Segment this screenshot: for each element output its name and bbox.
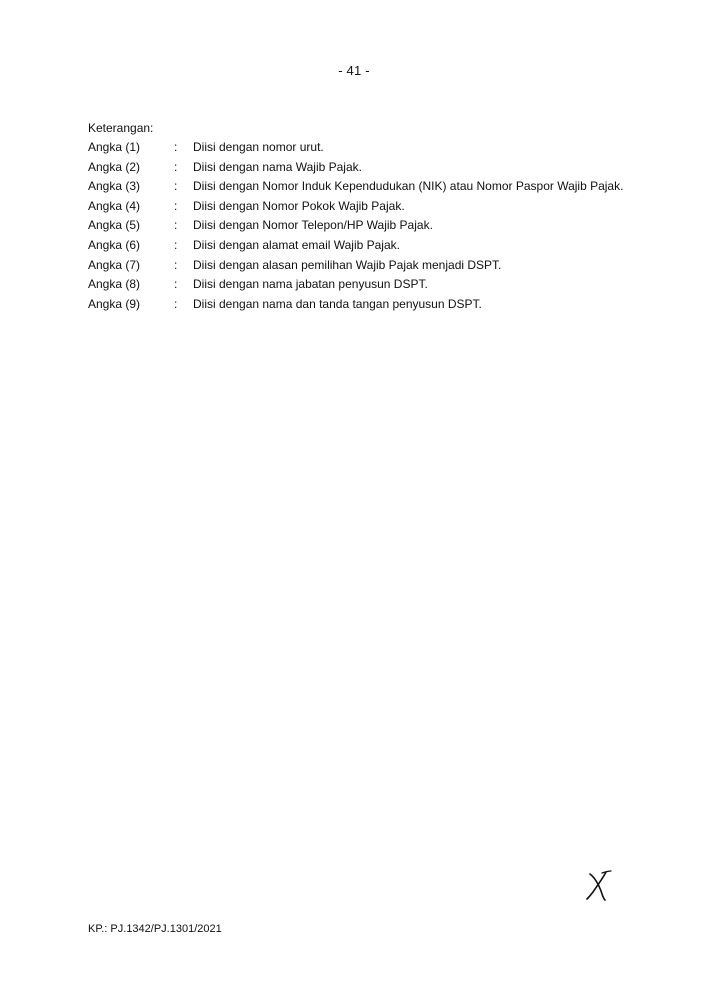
legend-text: Diisi dengan nama dan tanda tangan penyusun DSPT. (193, 296, 482, 311)
legend-item (88, 238, 648, 258)
page-number: - 41 - (338, 63, 370, 78)
legend-colon: : (174, 237, 178, 252)
legend-text: Diisi dengan nomor urut. (193, 140, 324, 154)
legend-colon: : (174, 257, 178, 272)
legend-text: Diisi dengan alamat email Wajib Pajak. (193, 237, 400, 252)
legend-item (88, 297, 648, 317)
legend-text: Diisi dengan Nomor Telepon/HP Wajib Pajak. (193, 218, 433, 233)
legend-item (88, 258, 648, 278)
legend-key: Angka (5) (88, 218, 141, 233)
legend-text: Diisi dengan nama Wajib Pajak. (193, 159, 362, 174)
legend-colon: : (174, 159, 178, 174)
legend-heading: Keterangan: (88, 121, 154, 135)
legend-colon: : (174, 198, 178, 213)
legend-colon: : (174, 218, 178, 233)
footer-reference: KP.: PJ.1342/PJ.1301/2021 (88, 923, 222, 935)
legend-item (88, 277, 648, 297)
legend-key: Angka (3) (88, 179, 141, 194)
legend-key: Angka (9) (88, 296, 141, 311)
legend-key: Angka (7) (88, 257, 141, 272)
legend-colon: : (174, 179, 178, 194)
legend-item (88, 140, 648, 160)
legend-list (88, 140, 648, 316)
legend-key: Angka (2) (88, 159, 141, 174)
legend-colon: : (174, 277, 178, 292)
legend-item (88, 199, 648, 219)
legend-colon: : (174, 140, 178, 154)
handwritten-initial-icon (584, 868, 614, 902)
legend-key: Angka (1) (88, 140, 141, 154)
legend-text: Diisi dengan nama jabatan penyusun DSPT. (193, 277, 428, 292)
legend-item (88, 179, 648, 199)
legend-item (88, 218, 648, 238)
legend-key: Angka (8) (88, 277, 141, 292)
legend-text: Diisi dengan alasan pemilihan Wajib Pajak menjadi DSPT. (193, 257, 502, 272)
legend-key: Angka (4) (88, 198, 141, 213)
legend-text: Diisi dengan Nomor Pokok Wajib Pajak. (193, 198, 405, 213)
legend-text: Diisi dengan Nomor Induk Kependudukan (NIK) atau Nomor Paspor Wajib Pajak. (193, 179, 624, 194)
legend-colon: : (174, 296, 178, 311)
legend-key: Angka (6) (88, 237, 141, 252)
legend-item (88, 160, 648, 180)
